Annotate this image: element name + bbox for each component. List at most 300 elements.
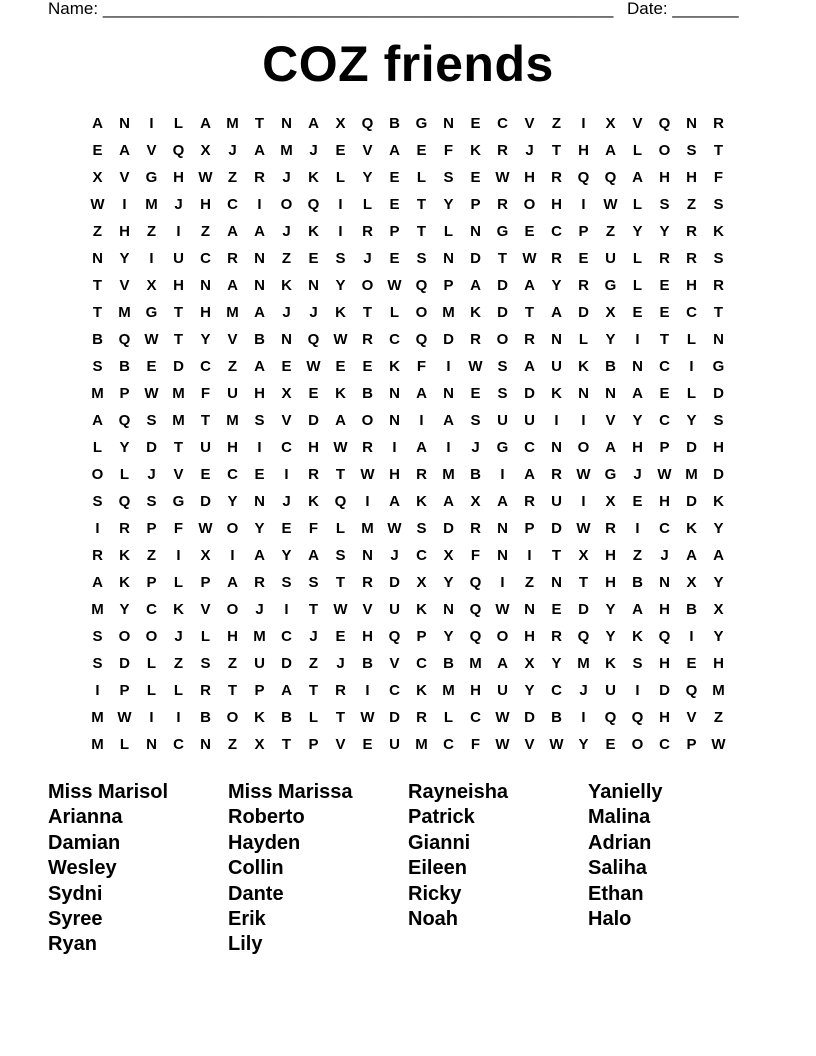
grid-letter[interactable]: H [173,169,184,186]
grid-letter[interactable]: Y [632,412,643,429]
grid-letter[interactable]: V [605,412,616,429]
grid-letter[interactable]: M [172,385,185,402]
grid-letter[interactable]: A [308,115,319,132]
grid-letter[interactable]: D [389,709,400,726]
grid-letter[interactable]: W [522,250,537,267]
grid-letter[interactable]: W [576,466,591,483]
grid-letter[interactable]: T [497,250,508,267]
grid-letter[interactable]: K [416,682,427,699]
grid-letter[interactable]: R [227,250,238,267]
grid-letter[interactable]: I [446,439,451,456]
grid-letter[interactable]: T [92,304,103,321]
grid-letter[interactable]: F [443,142,454,159]
grid-letter[interactable]: U [497,412,508,429]
grid-letter[interactable]: E [335,358,346,375]
grid-letter[interactable]: X [281,385,292,402]
grid-letter[interactable]: X [200,547,211,564]
grid-letter[interactable]: I [122,196,127,213]
grid-letter[interactable]: K [416,493,427,510]
grid-letter[interactable]: N [443,115,454,132]
grid-letter[interactable]: B [686,601,697,618]
grid-letter[interactable]: B [362,655,373,672]
grid-letter[interactable]: H [524,628,535,645]
grid-letter[interactable]: Z [92,223,103,240]
grid-letter[interactable]: C [146,601,157,618]
grid-letter[interactable]: Q [658,115,671,132]
grid-letter[interactable]: B [362,385,373,402]
grid-letter[interactable]: X [443,547,454,564]
grid-letter[interactable]: A [632,169,643,186]
grid-letter[interactable]: Y [281,547,292,564]
grid-letter[interactable]: S [470,412,481,429]
grid-letter[interactable]: V [362,601,373,618]
grid-letter[interactable]: N [389,412,400,429]
grid-letter[interactable]: S [335,547,346,564]
grid-letter[interactable]: N [632,358,643,375]
grid-letter[interactable]: A [254,358,265,375]
grid-letter[interactable]: R [551,628,562,645]
grid-letter[interactable]: Y [713,574,724,591]
grid-letter[interactable]: G [496,439,509,456]
grid-letter[interactable]: P [389,223,400,240]
grid-letter[interactable]: L [578,331,589,348]
grid-letter[interactable]: Y [443,574,454,591]
grid-letter[interactable]: O [226,520,239,537]
grid-letter[interactable]: J [147,466,156,483]
grid-letter[interactable]: W [333,601,348,618]
grid-letter[interactable]: Z [524,574,535,591]
grid-letter[interactable]: M [91,736,104,753]
grid-letter[interactable]: M [91,385,104,402]
grid-letter[interactable]: I [230,547,235,564]
grid-letter[interactable]: D [524,385,535,402]
grid-letter[interactable]: R [335,682,346,699]
grid-letter[interactable]: J [174,628,183,645]
grid-letter[interactable]: L [686,385,697,402]
grid-letter[interactable]: I [95,682,100,699]
grid-letter[interactable]: Z [605,223,616,240]
grid-letter[interactable]: W [495,709,510,726]
grid-letter[interactable]: M [685,466,698,483]
grid-letter[interactable]: T [335,709,346,726]
grid-letter[interactable]: Q [577,169,590,186]
grid-letter[interactable]: R [200,682,211,699]
grid-letter[interactable]: R [686,223,697,240]
grid-letter[interactable]: B [443,655,454,672]
grid-letter[interactable]: T [335,574,346,591]
grid-letter[interactable]: E [659,385,670,402]
grid-letter[interactable]: I [176,223,181,240]
grid-letter[interactable]: A [254,223,265,240]
grid-letter[interactable]: Y [200,331,211,348]
grid-letter[interactable]: P [308,736,319,753]
grid-letter[interactable]: I [338,223,343,240]
grid-letter[interactable]: S [713,412,724,429]
grid-letter[interactable]: R [605,520,616,537]
grid-letter[interactable]: L [119,466,130,483]
grid-letter[interactable]: D [713,385,724,402]
grid-letter[interactable]: K [686,520,697,537]
grid-letter[interactable]: F [200,385,211,402]
grid-letter[interactable]: I [419,412,424,429]
grid-letter[interactable]: N [119,115,130,132]
grid-letter[interactable]: A [443,412,454,429]
grid-letter[interactable]: S [632,655,643,672]
grid-letter[interactable]: N [254,277,265,294]
grid-letter[interactable]: E [416,142,427,159]
grid-letter[interactable]: C [659,412,670,429]
grid-letter[interactable]: Z [227,358,238,375]
grid-letter[interactable]: L [173,682,184,699]
grid-letter[interactable]: G [145,169,158,186]
grid-letter[interactable]: V [119,277,130,294]
grid-letter[interactable]: D [551,520,562,537]
grid-letter[interactable]: I [635,331,640,348]
grid-letter[interactable]: E [335,142,346,159]
grid-letter[interactable]: E [362,358,373,375]
grid-letter[interactable]: O [91,466,104,483]
grid-letter[interactable]: E [605,736,616,753]
grid-letter[interactable]: L [416,169,427,186]
grid-letter[interactable]: U [551,358,562,375]
grid-letter[interactable]: H [659,169,670,186]
grid-letter[interactable]: J [660,547,669,564]
grid-letter[interactable]: S [308,574,319,591]
grid-letter[interactable]: H [551,196,562,213]
grid-letter[interactable]: V [227,331,238,348]
grid-letter[interactable]: M [442,466,455,483]
grid-letter[interactable]: N [497,520,508,537]
grid-letter[interactable]: N [443,601,454,618]
grid-letter[interactable]: X [524,655,535,672]
grid-letter[interactable]: C [416,547,427,564]
grid-letter[interactable]: N [713,331,724,348]
grid-letter[interactable]: E [281,358,292,375]
grid-letter[interactable]: Q [658,628,671,645]
grid-letter[interactable]: X [200,142,211,159]
grid-letter[interactable]: K [632,628,643,645]
grid-letter[interactable]: Z [713,709,724,726]
grid-letter[interactable]: R [308,466,319,483]
grid-letter[interactable]: H [524,169,535,186]
grid-letter[interactable]: W [117,709,132,726]
grid-letter[interactable]: Y [686,412,697,429]
grid-letter[interactable]: L [362,196,373,213]
grid-letter[interactable]: I [284,466,289,483]
grid-letter[interactable]: R [551,250,562,267]
grid-letter[interactable]: H [659,601,670,618]
grid-letter[interactable]: J [633,466,642,483]
grid-letter[interactable]: N [524,601,535,618]
grid-letter[interactable]: W [603,196,618,213]
grid-letter[interactable]: R [497,196,508,213]
grid-letter[interactable]: W [333,331,348,348]
grid-letter[interactable]: L [200,628,211,645]
grid-letter[interactable]: K [119,574,130,591]
grid-letter[interactable]: B [200,709,211,726]
grid-letter[interactable]: U [497,682,508,699]
grid-letter[interactable]: Q [631,709,644,726]
grid-letter[interactable]: X [686,574,697,591]
grid-letter[interactable]: E [389,250,400,267]
grid-letter[interactable]: G [604,277,617,294]
grid-letter[interactable]: U [524,412,535,429]
grid-letter[interactable]: C [659,736,670,753]
grid-letter[interactable]: J [282,304,291,321]
grid-letter[interactable]: N [92,250,103,267]
grid-letter[interactable]: E [524,223,535,240]
grid-letter[interactable]: Q [415,331,428,348]
grid-letter[interactable]: I [95,520,100,537]
grid-letter[interactable]: X [605,493,616,510]
grid-letter[interactable]: E [632,493,643,510]
grid-letter[interactable]: J [579,682,588,699]
grid-letter[interactable]: N [551,331,562,348]
grid-letter[interactable]: C [659,520,670,537]
grid-letter[interactable]: B [632,574,643,591]
grid-letter[interactable]: M [91,709,104,726]
grid-letter[interactable]: N [308,277,319,294]
grid-letter[interactable]: R [551,466,562,483]
grid-letter[interactable]: V [524,115,535,132]
grid-letter[interactable]: Y [605,331,616,348]
grid-letter[interactable]: X [92,169,103,186]
grid-letter[interactable]: U [605,250,616,267]
grid-letter[interactable]: Z [227,655,238,672]
grid-letter[interactable]: O [280,196,293,213]
grid-letter[interactable]: B [470,466,481,483]
grid-letter[interactable]: C [659,358,670,375]
grid-letter[interactable]: S [92,358,103,375]
grid-letter[interactable]: H [119,223,130,240]
grid-letter[interactable]: N [470,223,481,240]
grid-letter[interactable]: O [496,628,509,645]
grid-letter[interactable]: D [281,655,292,672]
grid-letter[interactable]: S [146,412,157,429]
grid-letter[interactable]: I [581,412,586,429]
grid-letter[interactable]: V [389,655,400,672]
grid-letter[interactable]: I [446,358,451,375]
grid-letter[interactable]: J [363,250,372,267]
grid-letter[interactable]: H [362,628,373,645]
grid-letter[interactable]: V [146,142,157,159]
grid-letter[interactable]: F [470,736,481,753]
grid-letter[interactable]: T [551,547,562,564]
grid-letter[interactable]: D [443,331,454,348]
grid-letter[interactable]: D [443,520,454,537]
grid-letter[interactable]: R [497,142,508,159]
grid-letter[interactable]: P [119,682,130,699]
grid-letter[interactable]: L [146,682,157,699]
grid-letter[interactable]: E [308,250,319,267]
grid-letter[interactable]: I [176,709,181,726]
grid-letter[interactable]: L [92,439,103,456]
grid-letter[interactable]: A [227,223,238,240]
grid-letter[interactable]: F [470,547,481,564]
grid-letter[interactable]: A [200,115,211,132]
grid-letter[interactable]: W [144,331,159,348]
grid-letter[interactable]: I [689,358,694,375]
grid-letter[interactable]: R [254,574,265,591]
grid-letter[interactable]: L [335,169,346,186]
grid-letter[interactable]: N [443,250,454,267]
grid-letter[interactable]: X [605,304,616,321]
grid-letter[interactable]: C [227,196,238,213]
grid-letter[interactable]: I [392,439,397,456]
grid-letter[interactable]: G [172,493,185,510]
grid-letter[interactable]: T [173,331,184,348]
grid-letter[interactable]: B [605,358,616,375]
grid-letter[interactable]: E [470,169,481,186]
grid-letter[interactable]: W [360,709,375,726]
grid-letter[interactable]: M [145,196,158,213]
grid-letter[interactable]: Y [713,628,724,645]
grid-letter[interactable]: W [306,358,321,375]
grid-letter[interactable]: K [713,493,724,510]
grid-letter[interactable]: R [551,169,562,186]
grid-letter[interactable]: G [145,304,158,321]
grid-letter[interactable]: S [92,493,103,510]
grid-letter[interactable]: T [362,304,373,321]
grid-letter[interactable]: O [118,628,131,645]
grid-letter[interactable]: D [119,655,130,672]
grid-letter[interactable]: I [338,196,343,213]
grid-letter[interactable]: V [119,169,130,186]
grid-letter[interactable]: K [173,601,184,618]
grid-letter[interactable]: Z [227,736,238,753]
grid-letter[interactable]: Z [173,655,184,672]
grid-letter[interactable]: Q [118,412,131,429]
grid-letter[interactable]: L [146,655,157,672]
grid-letter[interactable]: R [119,520,130,537]
grid-letter[interactable]: P [146,574,157,591]
grid-letter[interactable]: T [416,223,427,240]
grid-letter[interactable]: Q [415,277,428,294]
grid-letter[interactable]: Y [632,223,643,240]
grid-letter[interactable]: Q [469,601,482,618]
grid-letter[interactable]: Q [118,493,131,510]
grid-letter[interactable]: X [713,601,724,618]
grid-letter[interactable]: I [365,682,370,699]
grid-letter[interactable]: T [92,277,103,294]
grid-letter[interactable]: E [200,466,211,483]
grid-letter[interactable]: S [443,169,454,186]
grid-letter[interactable]: M [469,655,482,672]
grid-letter[interactable]: A [632,385,643,402]
grid-letter[interactable]: A [92,115,103,132]
grid-letter[interactable]: T [524,304,535,321]
name-field[interactable] [48,0,613,18]
grid-letter[interactable]: T [551,142,562,159]
grid-letter[interactable]: S [335,250,346,267]
grid-letter[interactable]: S [497,385,508,402]
grid-letter[interactable]: T [200,412,211,429]
grid-letter[interactable]: R [362,574,373,591]
grid-letter[interactable]: D [146,439,157,456]
grid-letter[interactable]: S [92,628,103,645]
grid-letter[interactable]: L [308,709,319,726]
grid-letter[interactable]: O [226,601,239,618]
grid-letter[interactable]: W [711,736,726,753]
grid-letter[interactable]: I [581,709,586,726]
grid-letter[interactable]: N [281,331,292,348]
grid-letter[interactable]: X [470,493,481,510]
grid-letter[interactable]: Z [146,547,157,564]
grid-letter[interactable]: A [92,574,103,591]
grid-letter[interactable]: A [227,574,238,591]
grid-letter[interactable]: C [686,304,697,321]
grid-letter[interactable]: H [659,655,670,672]
grid-letter[interactable]: L [632,142,643,159]
grid-letter[interactable]: X [254,736,265,753]
grid-letter[interactable]: A [632,601,643,618]
grid-letter[interactable]: I [257,439,262,456]
grid-letter[interactable]: Y [119,250,130,267]
grid-letter[interactable]: K [470,304,481,321]
grid-letter[interactable]: T [659,331,670,348]
grid-letter[interactable]: B [92,331,103,348]
grid-letter[interactable]: I [635,682,640,699]
grid-letter[interactable]: F [713,169,724,186]
grid-letter[interactable]: T [281,736,292,753]
grid-letter[interactable]: J [309,304,318,321]
grid-letter[interactable]: R [416,466,427,483]
grid-letter[interactable]: A [254,547,265,564]
grid-letter[interactable]: N [146,736,157,753]
grid-letter[interactable]: W [198,520,213,537]
grid-letter[interactable]: D [713,466,724,483]
grid-letter[interactable]: C [470,709,481,726]
grid-letter[interactable]: I [581,196,586,213]
grid-letter[interactable]: N [200,736,211,753]
grid-letter[interactable]: W [144,385,159,402]
grid-letter[interactable]: P [686,736,697,753]
grid-letter[interactable]: O [361,412,374,429]
grid-letter[interactable]: S [146,493,157,510]
grid-letter[interactable]: L [686,331,697,348]
grid-letter[interactable]: C [200,250,211,267]
grid-letter[interactable]: P [119,385,130,402]
grid-letter[interactable]: O [496,331,509,348]
grid-letter[interactable]: S [659,196,670,213]
grid-letter[interactable]: J [525,142,534,159]
grid-letter[interactable]: S [416,250,427,267]
grid-letter[interactable]: E [281,520,292,537]
grid-letter[interactable]: J [174,196,183,213]
grid-letter[interactable]: H [254,385,265,402]
grid-letter[interactable]: A [443,493,454,510]
grid-letter[interactable]: O [658,142,671,159]
grid-letter[interactable]: B [281,709,292,726]
grid-letter[interactable]: E [686,655,697,672]
grid-letter[interactable]: W [387,277,402,294]
grid-letter[interactable]: C [551,223,562,240]
grid-letter[interactable]: K [713,223,724,240]
grid-letter[interactable]: A [497,655,508,672]
grid-letter[interactable]: K [119,547,130,564]
grid-letter[interactable]: L [173,574,184,591]
grid-letter[interactable]: Z [281,250,292,267]
grid-letter[interactable]: M [442,304,455,321]
grid-letter[interactable]: H [470,682,481,699]
grid-letter[interactable]: E [146,358,157,375]
grid-letter[interactable]: X [335,115,346,132]
grid-letter[interactable]: E [362,736,373,753]
grid-letter[interactable]: O [577,439,590,456]
grid-letter[interactable]: H [713,655,724,672]
grid-letter[interactable]: C [389,331,400,348]
grid-letter[interactable]: K [578,358,589,375]
